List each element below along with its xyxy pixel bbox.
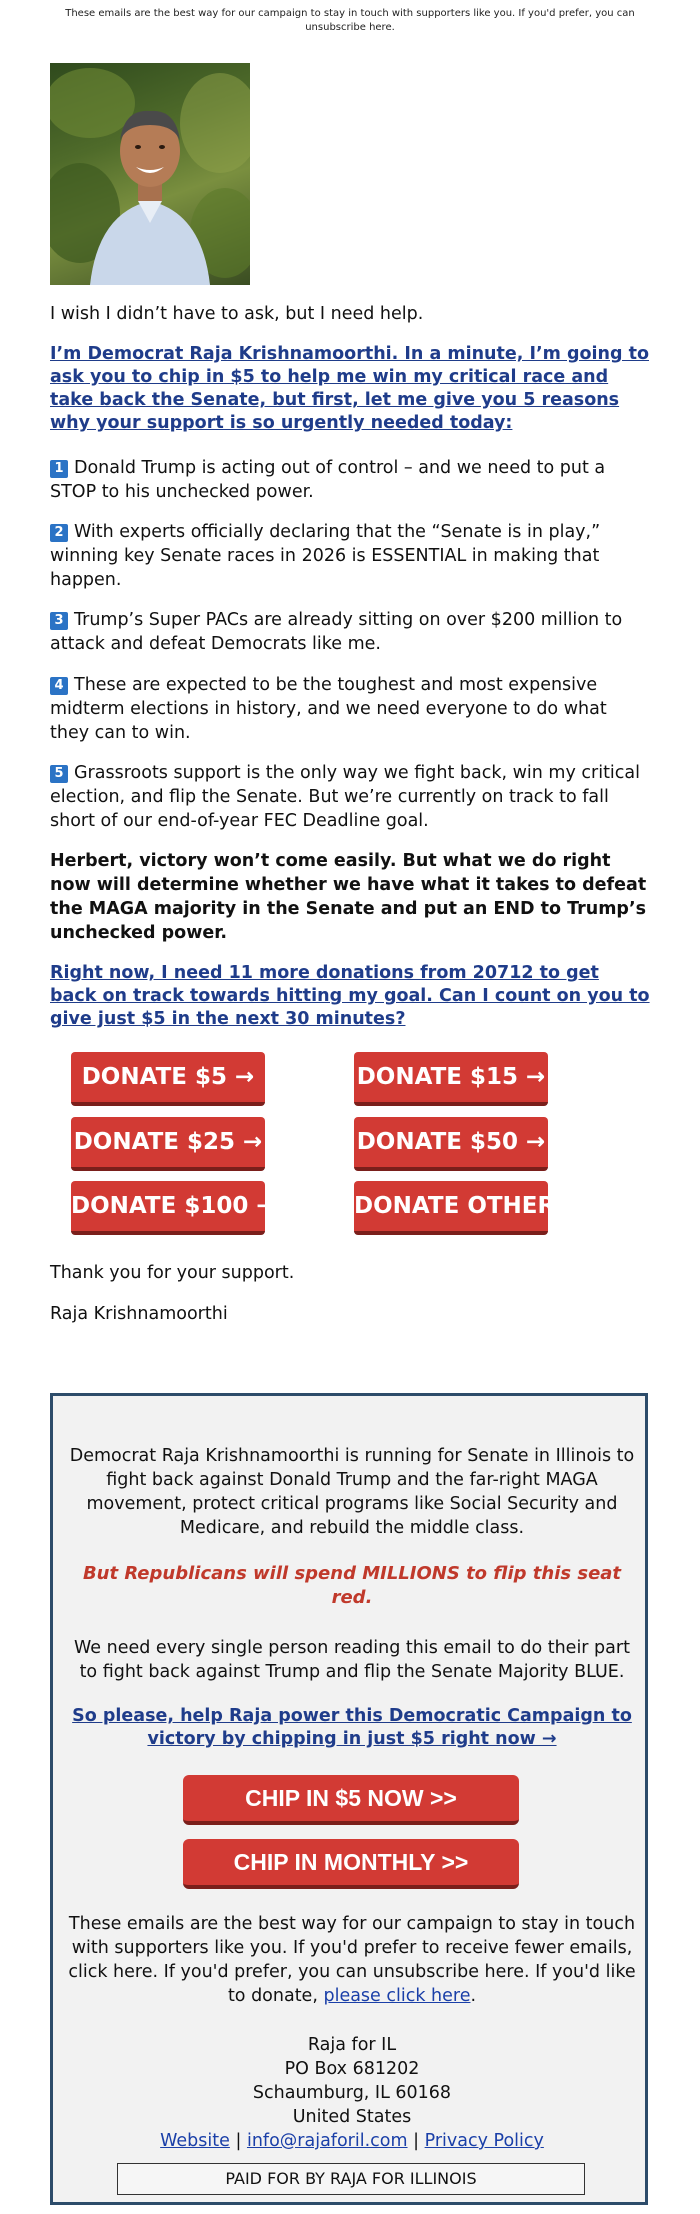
website-link[interactable]: Website	[160, 2131, 230, 2151]
reason-text: Trump’s Super PACs are already sitting on over $200 million to attack and defeat Democrats like me.	[50, 610, 623, 654]
footer-intro: Democrat Raja Krishnamoorthi is running for Senate in Illinois to fight back against Donald Trump and the far-right MAGA movement, protect critical programs like Social Security and Medicare, and rebuild the middle class.	[69, 1446, 635, 1538]
ask-link-container	[50, 962, 650, 1031]
number-2-icon: 2	[50, 524, 68, 542]
privacy-policy-link[interactable]: Privacy Policy	[424, 2131, 544, 2151]
address-line: United States	[292, 2107, 412, 2127]
address-line: Schaumburg, IL 60168	[252, 2083, 452, 2103]
headline-link[interactable]: I’m Democrat Raja Krishnamoorthi. In a minute, I’m going to ask you to chip in $5 to help me win my critical race and take back the Senate, but first, let me give you 5 reasons why your support is so urgently needed today:	[50, 344, 649, 433]
reason-item	[50, 520, 650, 592]
footer-links	[63, 2129, 641, 2153]
reason-text: Grassroots support is the only way we fight back, win my critical election, and flip the Senate. But we’re currently on track to fall short of our end-of-year FEC Deadline goal.	[50, 763, 640, 831]
reason-item	[50, 761, 650, 833]
ask-link[interactable]: Right now, I need 11 more donations from 20712 to get back on track towards hitting my goal. Can I count on you to give just $5 in the next 30 minutes?	[50, 963, 650, 1029]
mailing-address	[63, 2033, 641, 2153]
footer-box	[50, 1393, 648, 2205]
headline-link-container	[50, 343, 650, 435]
number-3-icon: 3	[50, 612, 68, 630]
urgent-paragraph: Herbert, victory won’t come easily. But what we do right now will determine whether we have what it takes to defeat the MAGA majority in the Senate and put an END to Trump’s unchecked power.	[50, 851, 647, 943]
footer-warning: But Republicans will spend MILLIONS to flip this seat red.	[82, 1563, 622, 1608]
donate-link[interactable]: please click here	[323, 1986, 471, 2006]
reason-text: With experts officially declaring that the “Senate is in play,” winning key Senate races in 2026 is ESSENTIAL in making that happen.	[50, 522, 601, 590]
intro-text: I wish I didn’t have to ask, but I need help.	[50, 304, 424, 324]
footer-unsubscribe-text	[63, 1912, 641, 2008]
email-link[interactable]: info@rajaforil.com	[246, 2131, 408, 2151]
donate-25-button[interactable]: DONATE $25 →	[71, 1117, 265, 1171]
reason-text: These are expected to be the toughest and most expensive midterm elections in history, and we need everyone to do what they can to win.	[50, 675, 607, 743]
footer-cta-link[interactable]: So please, help Raja power this Democratic Campaign to victory by chipping in just $5 right now →	[72, 1706, 632, 1749]
unsubscribe-text[interactable]: These emails are the best way for our campaign to stay in touch with supporters like you. If you'd prefer to receive fewer emails, click here. If you'd prefer, you can unsubscribe here. If you'd like to donate,	[68, 1914, 636, 2006]
number-4-icon: 4	[50, 677, 68, 695]
reason-item	[50, 456, 650, 504]
link-separator: |	[235, 2131, 242, 2151]
number-5-icon: 5	[50, 765, 68, 783]
address-line: Raja for IL	[307, 2035, 397, 2055]
reason-item	[50, 673, 650, 745]
donate-5-button[interactable]: DONATE $5 →	[71, 1052, 265, 1106]
donate-100-button[interactable]: DONATE $100 →	[71, 1181, 265, 1235]
reason-item	[50, 608, 650, 656]
candidate-photo	[50, 63, 250, 285]
link-separator: |	[413, 2131, 420, 2151]
reason-text: Donald Trump is acting out of control – and we need to put a STOP to his unchecked power.	[50, 458, 606, 502]
footer-call: We need every single person reading this email to do their part to fight back against Trump and flip the Senate Majority BLUE.	[74, 1638, 630, 1682]
donate-other-button[interactable]: DONATE OTHER →	[354, 1181, 548, 1235]
signature: Raja Krishnamoorthi	[50, 1304, 228, 1324]
donate-50-button[interactable]: DONATE $50 →	[354, 1117, 548, 1171]
paid-for-disclaimer: PAID FOR BY RAJA FOR ILLINOIS	[117, 2163, 585, 2195]
top-unsubscribe-note[interactable]: These emails are the best way for our campaign to stay in touch with supporters like you. If you'd prefer, you can unsubscribe here.	[65, 8, 635, 33]
chip-in-monthly-button[interactable]: CHIP IN MONTHLY >>	[183, 1839, 519, 1889]
address-line: PO Box 681202	[284, 2059, 420, 2079]
unsubscribe-end: .	[470, 1986, 477, 2006]
thanks-text: Thank you for your support.	[50, 1263, 295, 1283]
chip-in-5-button[interactable]: CHIP IN $5 NOW >>	[183, 1775, 519, 1825]
number-1-icon: 1	[50, 460, 68, 478]
donate-15-button[interactable]: DONATE $15 →	[354, 1052, 548, 1106]
footer-cta-container	[63, 1705, 641, 1751]
